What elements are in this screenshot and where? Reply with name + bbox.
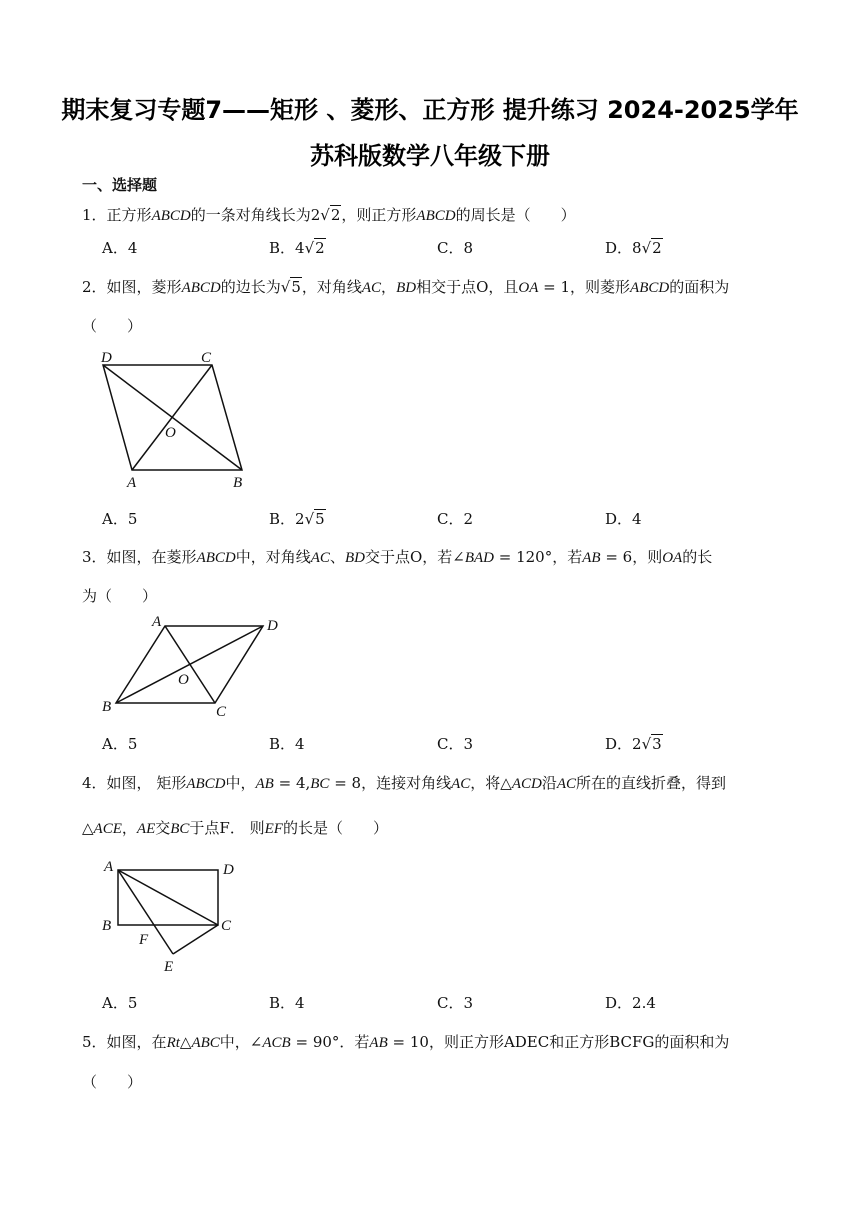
label-d: D bbox=[223, 862, 234, 878]
option-b[interactable]: B．4 bbox=[269, 994, 305, 1012]
sqrt-symbol: √5 bbox=[280, 278, 301, 296]
label-a: A bbox=[152, 614, 162, 630]
option-a[interactable]: A．5 bbox=[102, 735, 138, 753]
option-b[interactable]: B．2√5 bbox=[269, 510, 325, 528]
title-line-1: 期末复习专题7——矩形 、菱形、正方形 提升练习 2024-2025学年 bbox=[61, 96, 799, 124]
label-b: B bbox=[233, 475, 243, 491]
option-a[interactable]: A．4 bbox=[102, 239, 138, 257]
question-3: 3．如图，在菱形ABCD中，对角线AC、BD交于点O，若∠BAD = 120°，若AB = 6，则OA的长 bbox=[82, 548, 713, 566]
rhombus-figure-q2 bbox=[95, 345, 255, 490]
title-line-2: 苏科版数学八年级下册 bbox=[310, 142, 550, 170]
option-d[interactable]: D．2.4 bbox=[605, 994, 656, 1012]
question-4-line-2: △ACE，AE交BC于点F． 则EF的长是（ ） bbox=[82, 819, 388, 837]
label-c: C bbox=[201, 350, 212, 366]
question-1: 1．正方形ABCD的一条对角线长为2√2，则正方形ABCD的周长是（ ） bbox=[82, 206, 576, 224]
option-d[interactable]: D．8√2 bbox=[605, 239, 662, 257]
segment-ec bbox=[173, 925, 218, 954]
option-b[interactable]: B．4√2 bbox=[269, 239, 325, 257]
question-5-paren: （ ） bbox=[82, 1073, 143, 1091]
option-d[interactable]: D．4 bbox=[605, 510, 642, 528]
label-o: O bbox=[178, 672, 189, 688]
option-c[interactable]: C．3 bbox=[437, 994, 474, 1012]
option-a[interactable]: A．5 bbox=[102, 510, 138, 528]
diagonal-ac bbox=[118, 870, 218, 925]
label-b: B bbox=[102, 918, 112, 934]
question-5: 5．如图，在Rt△ABC中，∠ACB = 90°．若AB = 10，则正方形ADEC和正方形BCFG的面积和为 bbox=[82, 1033, 730, 1051]
option-b[interactable]: B．4 bbox=[269, 735, 305, 753]
label-o: O bbox=[165, 425, 176, 441]
option-c[interactable]: C．2 bbox=[437, 510, 474, 528]
label-c: C bbox=[221, 918, 232, 934]
option-d[interactable]: D．2√3 bbox=[605, 735, 662, 753]
label-f: F bbox=[139, 932, 149, 948]
question-2: 2．如图，菱形ABCD的边长为√5，对角线AC，BD相交于点O，且OA = 1，则菱形ABCD的面积为 bbox=[82, 278, 730, 296]
label-d: D bbox=[267, 618, 278, 634]
diagonal-ac bbox=[132, 365, 212, 470]
question-4: 4．如图， 矩形ABCD中，AB = 4,BC = 8，连接对角线AC，将△ACD沿AC所在的直线折叠，得到 bbox=[82, 774, 727, 792]
label-b: B bbox=[102, 699, 112, 715]
option-c[interactable]: C．8 bbox=[437, 239, 474, 257]
rectangle-fold-figure-q4 bbox=[100, 855, 250, 980]
rhombus-figure-q3 bbox=[100, 612, 290, 722]
label-e: E bbox=[164, 959, 174, 975]
label-a: A bbox=[104, 859, 114, 875]
sqrt-symbol: √2 bbox=[320, 206, 341, 224]
option-a[interactable]: A．5 bbox=[102, 994, 138, 1012]
section-heading: 一、选择题 bbox=[82, 176, 158, 194]
question-3-paren: 为（ ） bbox=[82, 587, 158, 605]
question-number: 1． bbox=[82, 206, 107, 224]
diagonal-bd bbox=[116, 626, 263, 703]
question-2-paren: （ ） bbox=[82, 317, 143, 335]
label-d: D bbox=[101, 350, 112, 366]
label-c: C bbox=[216, 704, 227, 720]
label-a: A bbox=[127, 475, 137, 491]
option-c[interactable]: C．3 bbox=[437, 735, 474, 753]
